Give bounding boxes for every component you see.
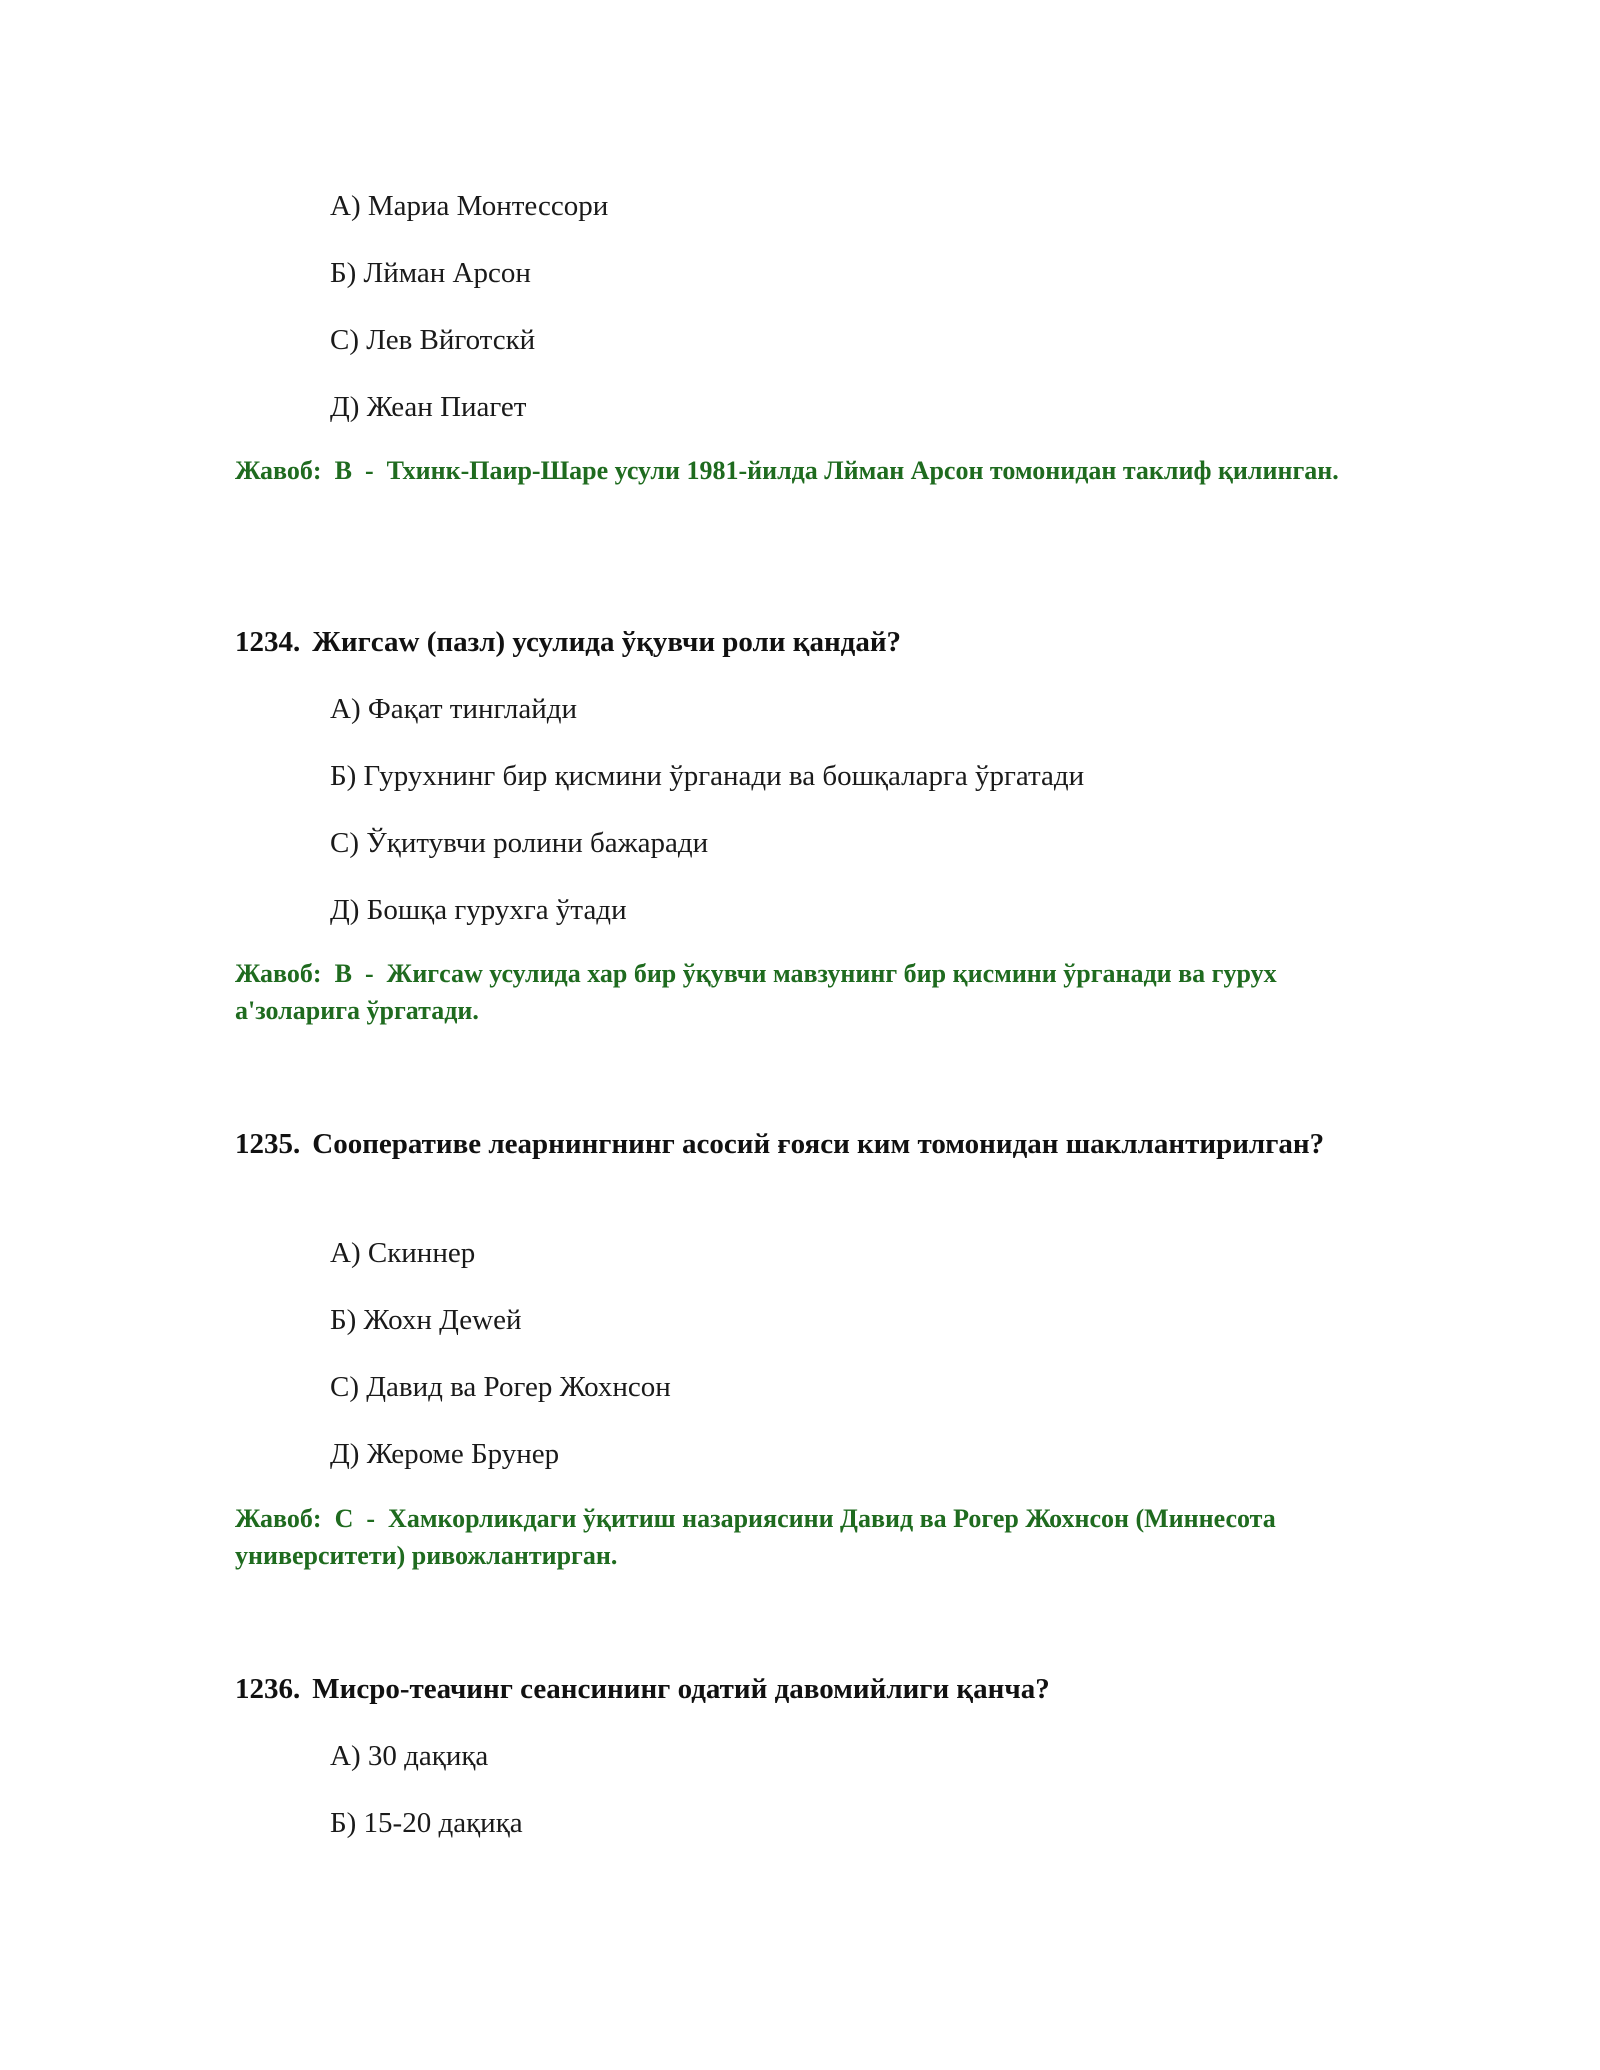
- answer-dash: -: [364, 456, 374, 485]
- question-text: Жигсаw (пазл) усулида ўқувчи роли қандай?: [312, 626, 902, 658]
- option-a: А) 30 дақиқа: [330, 1740, 489, 1772]
- question-text: Мисро-теачинг сеансининг одатий давомийлиги қанча?: [312, 1673, 1050, 1705]
- option-c: С) Давид ва Рогер Жохнсон: [330, 1371, 671, 1403]
- option-b: Б) Жохн Деweй: [330, 1304, 522, 1336]
- answer-letter: B: [334, 959, 352, 988]
- answer-dash: -: [364, 959, 374, 988]
- option-a: А) Скиннер: [330, 1237, 476, 1269]
- option-d: Д) Бошқа гурухга ўтади: [330, 894, 627, 926]
- answer-letter: B: [334, 456, 352, 485]
- question-1234: [235, 622, 1385, 663]
- answer-dash: -: [366, 1504, 376, 1533]
- question-number: 1234.: [235, 626, 301, 658]
- question-number: 1235.: [235, 1128, 301, 1160]
- answer-label: Жавоб:: [235, 959, 322, 988]
- answer-text: Жигсаw усулида хар бир ўқувчи мавзунинг бир қисмини ўрганади ва гурух а'золарига ўргатади.: [235, 959, 1277, 1025]
- option-b: Б) Гурухнинг бир қисмини ўрганади ва бошқаларга ўргатади: [330, 760, 1085, 792]
- answer-block: [235, 1500, 1385, 1574]
- question-1236: [235, 1669, 1385, 1710]
- answer-letter: C: [334, 1504, 354, 1533]
- question-text: Сооперативе леарнингнинг асосий ғояси ким томонидан шакллантирилган?: [312, 1128, 1325, 1160]
- option-d: Д) Жеан Пиагет: [330, 391, 527, 423]
- option-b: Б) Лйман Арсон: [330, 257, 531, 289]
- answer-block: [235, 452, 1385, 489]
- option-a: А) Фақат тинглайди: [330, 693, 578, 725]
- answer-label: Жавоб:: [235, 456, 322, 485]
- option-a: А) Мариа Монтессори: [330, 190, 609, 222]
- answer-text: Хамкорликдаги ўқитиш назариясини Давид ва Рогер Жохнсон (Миннесота университети) ривожлантирган.: [235, 1504, 1276, 1570]
- option-c: С) Лев Вйготскй: [330, 324, 536, 356]
- answer-block: [235, 955, 1385, 1029]
- answer-text: Тхинк-Паир-Шаре усули 1981-йилда Лйман Арсон томонидан таклиф қилинган.: [386, 456, 1339, 485]
- question-1235: [235, 1124, 1385, 1165]
- option-c: С) Ўқитувчи ролини бажаради: [330, 827, 709, 859]
- question-number: 1236.: [235, 1673, 301, 1705]
- answer-label: Жавоб:: [235, 1504, 322, 1533]
- option-b: Б) 15-20 дақиқа: [330, 1807, 523, 1839]
- option-d: Д) Жероме Брунер: [330, 1438, 560, 1470]
